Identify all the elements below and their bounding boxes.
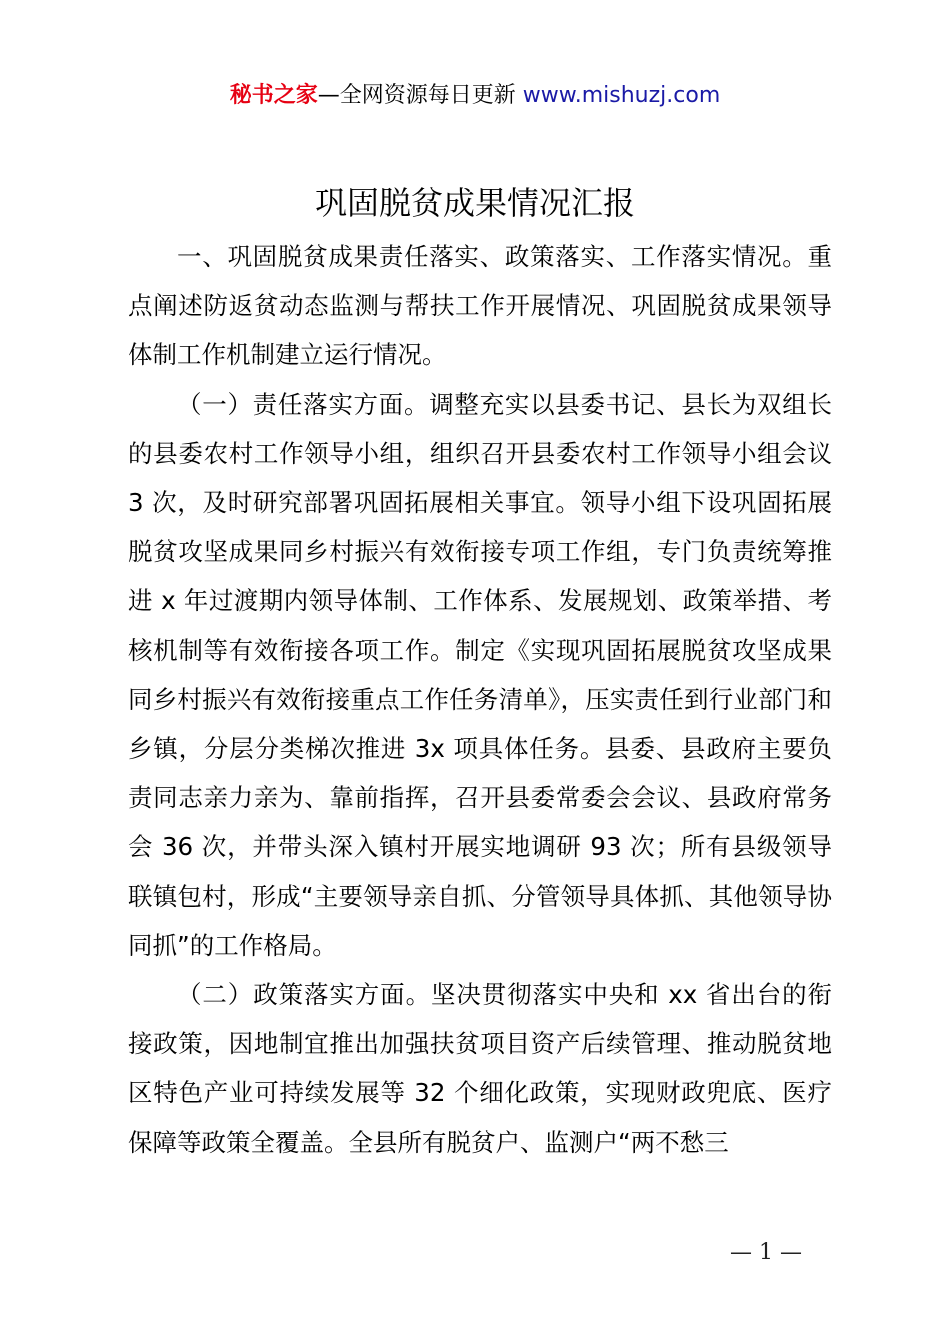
- page-number: — 1 —: [730, 1240, 802, 1265]
- site-brand-name: 秘书之家: [229, 83, 318, 108]
- site-banner: [0, 80, 950, 112]
- site-slogan: —全网资源每日更新: [317, 83, 523, 108]
- paragraph-responsibility: （一）责任落实方面。调整充实以县委书记、县长为双组长的县委农村工作领导小组，组织召开县委农村工作领导小组会议 3 次，及时研究部署巩固拓展相关事宜。领导小组下设巩固拓展脱贫攻坚成果同乡村振兴有效衔接专项工作组，专门负责统筹推进 x 年过渡期内领导体制、工作体系、发展规划、政策举措、考核机制等有效衔接各项工作。制定《实现巩固拓展脱贫攻坚成果同乡村振兴有效衔接重点工作任务清单》，压实责任到行业部门和乡镇，分层分类梯次推进 3x 项具体任务。县委、县政府主要负责同志亲力亲为、靠前指挥，召开县委常委会会议、县政府常务会 36 次，并带头深入镇村开展实地调研 93 次；所有县级领导联镇包村，形成“主要领导亲自抓、分管领导具体抓、其他领导协同抓”的工作格局。: [128, 389, 832, 960]
- paragraph-section-one: 一、巩固脱贫成果责任落实、政策落实、工作落实情况。重点阐述防返贫动态监测与帮扶工作开展情况、巩固脱贫成果领导体制工作机制建立运行情况。: [128, 242, 832, 370]
- paragraph-policy: （二）政策落实方面。坚决贯彻落实中央和 xx 省出台的衔接政策，因地制宜推出加强扶贫项目资产后续管理、推动脱贫地区特色产业可持续发展等 32 个细化政策，实现财政兜底、医疗保障等政策全覆盖。全县所有脱贫户、监测户“两不愁三: [128, 980, 832, 1157]
- document-body: [128, 232, 832, 1167]
- site-url-link[interactable]: www.mishuzj.com: [522, 83, 721, 108]
- document-title: 巩固脱贫成果情况汇报: [314, 184, 635, 222]
